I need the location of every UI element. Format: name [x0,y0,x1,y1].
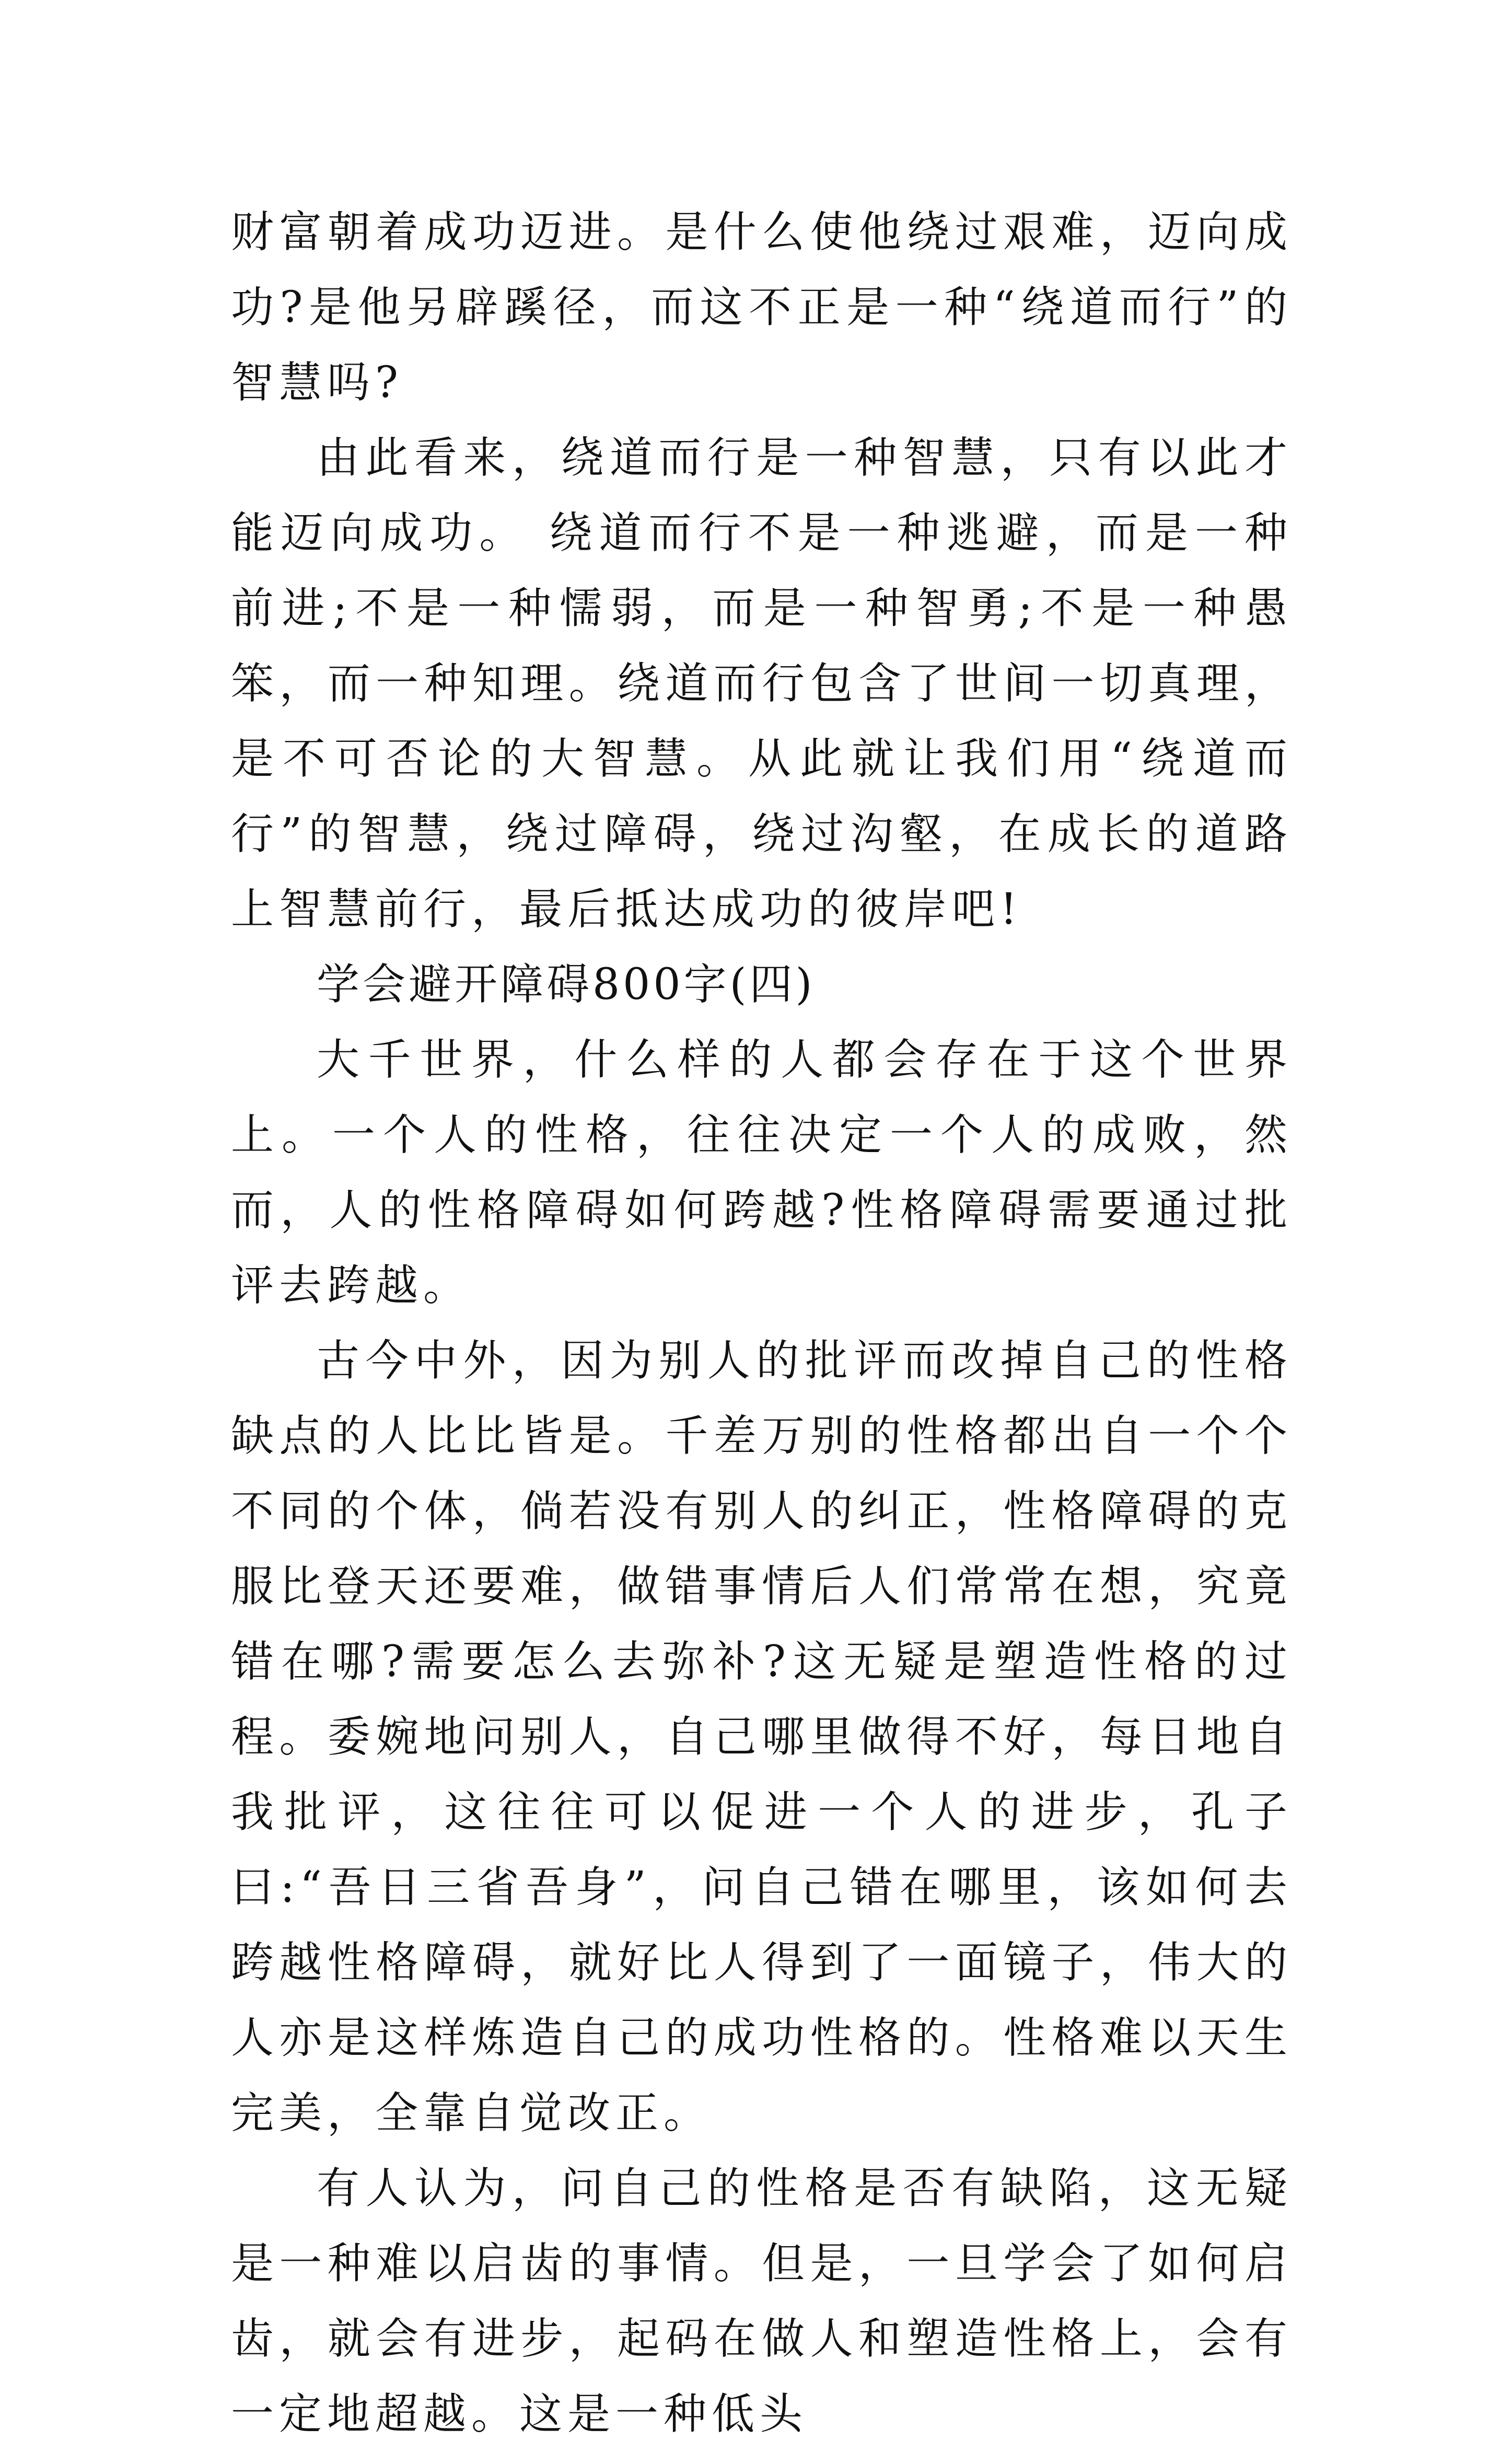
paragraph-final: 有人认为，问自己的性格是否有缺陷，这无疑是一种难以启齿的事情。但是，一旦学会了如何启齿，就会有进步，起码在做人和塑造性格上，会有一定地超越。这是一种低头 [231,2164,1293,2439]
document-body [231,195,1293,2452]
paragraph-body: 古今中外，因为别人的批评而改掉自己的性格缺点的人比比皆是。千差万别的性格都出自一个个不同的个体，倘若没有别人的纠正，性格障碍的克服比登天还要难，做错事情后人们常常在想，究竟错在哪?需要怎么去弥补?这无疑是塑造性格的过程。委婉地问别人，自己哪里做得不好，每日地自我批评，这往往可以促进一个人的进步，孔子曰:“吾日三省吾身”，问自己错在哪里，该如何去跨越性格障碍，就好比人得到了一面镜子，伟大的人亦是这样炼造自己的成功性格的。性格难以天生完美，全靠自觉改正。 [231,1336,1293,2138]
section-heading: 学会避开障碍800字(四) [317,960,816,1009]
paragraph-conclusion: 由此看来，绕道而行是一种智慧，只有以此才能迈向成功。 绕道而行不是一种逃避，而是一种前进;不是一种懦弱，而是一种智勇;不是一种愚笨，而一种知理。绕道而行包含了世间一切真理，是不可否论的大智慧。从此就让我们用“绕道而行”的智慧，绕过障碍，绕过沟壑，在成长的道路上智慧前行，最后抵达成功的彼岸吧! [231,433,1293,934]
paragraph-intro: 大千世界，什么样的人都会存在于这个世界上。一个人的性格，往往决定一个人的成败，然而，人的性格障碍如何跨越?性格障碍需要通过批评去跨越。 [231,1035,1293,1310]
paragraph-continuation: 财富朝着成功迈进。是什么使他绕过艰难，迈向成功?是他另辟蹊径，而这不正是一种“绕道而行”的智慧吗? [231,207,1293,408]
